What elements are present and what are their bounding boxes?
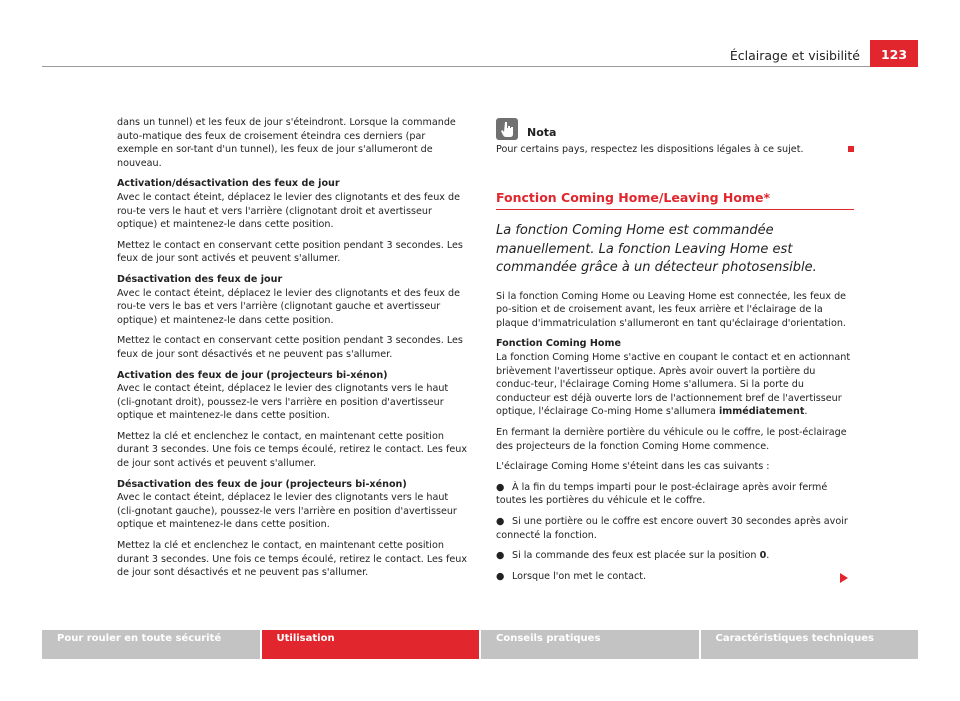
list-item-text: Si une portière ou le coffre est encore ouvert 30 secondes après avoir connecté la fonction.	[496, 516, 848, 541]
emphasis-text: immédiatement	[718, 406, 805, 418]
subheading: Désactivation des feux de jour	[117, 273, 283, 285]
bullet-icon: ●	[496, 516, 505, 527]
list-item	[496, 515, 854, 542]
section-title: Fonction Coming Home/Leaving Home*	[496, 191, 854, 211]
list-item-text: Lorsque l'on met le contact.	[512, 570, 647, 582]
paragraph: Avec le contact éteint, déplacez le levier des clignotants vers le haut (cli-gnotant gauche), poussez-le vers l'arrière en position d'avertisseur optique et maintenez-le dans cette position.	[117, 492, 457, 531]
bullet-list	[496, 481, 854, 542]
section-paragraph: En fermant la dernière portière du véhicule ou le coffre, le post-éclairage des projecteurs de la fonction Coming Home commence.	[496, 427, 847, 452]
section-paragraph: Si la fonction Coming Home ou Leaving Home est connectée, les feux de po-sition et de croisement avant, les feux arrière et l'éclairage de la plaque d'immatriculation s'allumeront en tant qu'éclairage d'orientation.	[496, 290, 847, 329]
paragraph-text: .	[804, 406, 808, 418]
nota-label: Nota	[527, 126, 557, 140]
hand-pointer-icon	[496, 118, 518, 140]
header-rule	[42, 66, 918, 67]
footer-tabs	[42, 630, 918, 659]
nota-header	[496, 116, 854, 140]
bullet-icon: ●	[496, 550, 505, 562]
tab-technical-data[interactable]: Caractéristiques techniques	[701, 630, 919, 659]
list-item-text: À la fin du temps imparti pour le post-éclairage après avoir fermé toutes les portières du véhicule et le coffre.	[496, 481, 828, 507]
list-item	[496, 570, 854, 584]
tab-operation[interactable]: Utilisation	[262, 630, 480, 659]
paragraph: Avec le contact éteint, déplacez le levier des clignotants et des feux de rou-te vers le haut et vers l'arrière (clignotant droit et avertisseur optique) et maintenez-le dans cette position.	[117, 191, 461, 231]
paragraph: Mettez le contact en conservant cette position pendant 3 secondes. Les feux de jour sont activés et peuvent s'allumer.	[117, 239, 463, 265]
paragraph: Avec le contact éteint, déplacez le levier des clignotants vers le haut (cli-gnotant droit), poussez-le vers l'arrière en position d'avertisseur optique et maintenez-le dans cette position.	[117, 383, 449, 422]
list-item	[496, 549, 854, 563]
paragraph: dans un tunnel) et les feux de jour s'éteindront. Lorsque la commande auto-matique des feux de croisement éteindra ces derniers (par exemple en sor-tant d'un tunnel), les feux de jour s'allumeront de nouveau.	[117, 117, 456, 169]
nota-text	[496, 143, 854, 157]
paragraph: Avec le contact éteint, déplacez le levier des clignotants et des feux de rou-te vers le bas et vers l'arrière (clignotant gauche et avertisseur optique) et maintenez-le dans cette position.	[117, 287, 461, 326]
section-intro: La fonction Coming Home est commandée manuellement. La fonction Leaving Home est commandée grâce à un détecteur photosensible.	[496, 223, 817, 276]
paragraph: Mettez la clé et enclenchez le contact, en maintenant cette position durant 3 secondes. Une fois ce temps écoulé, retirez le contact. Les feux de jour sont désactivés et ne peuvent pas s'allumer.	[117, 540, 468, 579]
nota-text-content: Pour certains pays, respectez les dispositions légales à ce sujet.	[496, 144, 804, 155]
end-mark-icon	[848, 146, 854, 152]
subheading-coming-home: Fonction Coming Home	[496, 338, 621, 350]
section-paragraph: L'éclairage Coming Home s'éteint dans les cas suivants :	[496, 461, 770, 473]
subheading: Activation/désactivation des feux de jour	[117, 178, 340, 190]
list-item-text: Si la commande des feux est placée sur la position	[512, 550, 760, 562]
list-item	[496, 481, 854, 508]
left-column	[117, 116, 467, 587]
bullet-icon: ●	[496, 481, 505, 493]
tab-safety[interactable]: Pour rouler en toute sécurité	[42, 630, 260, 659]
right-column	[496, 116, 854, 590]
continue-arrow-icon	[840, 573, 848, 583]
paragraph: Mettez la clé et enclenchez le contact, en maintenant cette position durant 3 secondes. Une fois ce temps écoulé, retirez le contact. Les feux de jour sont activés et peuvent s'allumer.	[117, 430, 468, 470]
emphasis-text: 0	[759, 550, 767, 562]
tab-practical-tips[interactable]: Conseils pratiques	[481, 630, 699, 659]
bullet-icon: ●	[496, 570, 505, 582]
paragraph-text: La fonction Coming Home s'active en coupant le contact et en actionnant brièvement l'avertisseur optique. Après avoir ouvert la portière du conduc-teur, l'éclairage Coming Home s'allumera. Si la porte du conducteur est déjà ouverte lors de l'actionnement bref de l'avertisseur optique, l'éclairage Co-ming Home s'allumera	[496, 352, 851, 418]
page-header-title: Éclairage et visibilité	[729, 48, 860, 63]
subheading: Activation des feux de jour (projecteurs bi-xénon)	[117, 369, 388, 381]
subheading: Désactivation des feux de jour (projecteurs bi-xénon)	[117, 478, 407, 490]
list-item-text: .	[766, 550, 770, 562]
paragraph: Mettez le contact en conservant cette position pendant 3 secondes. Les feux de jour sont désactivés et ne peuvent pas s'allumer.	[117, 335, 463, 360]
page-number: 123	[870, 40, 918, 67]
section-paragraph	[496, 351, 854, 419]
